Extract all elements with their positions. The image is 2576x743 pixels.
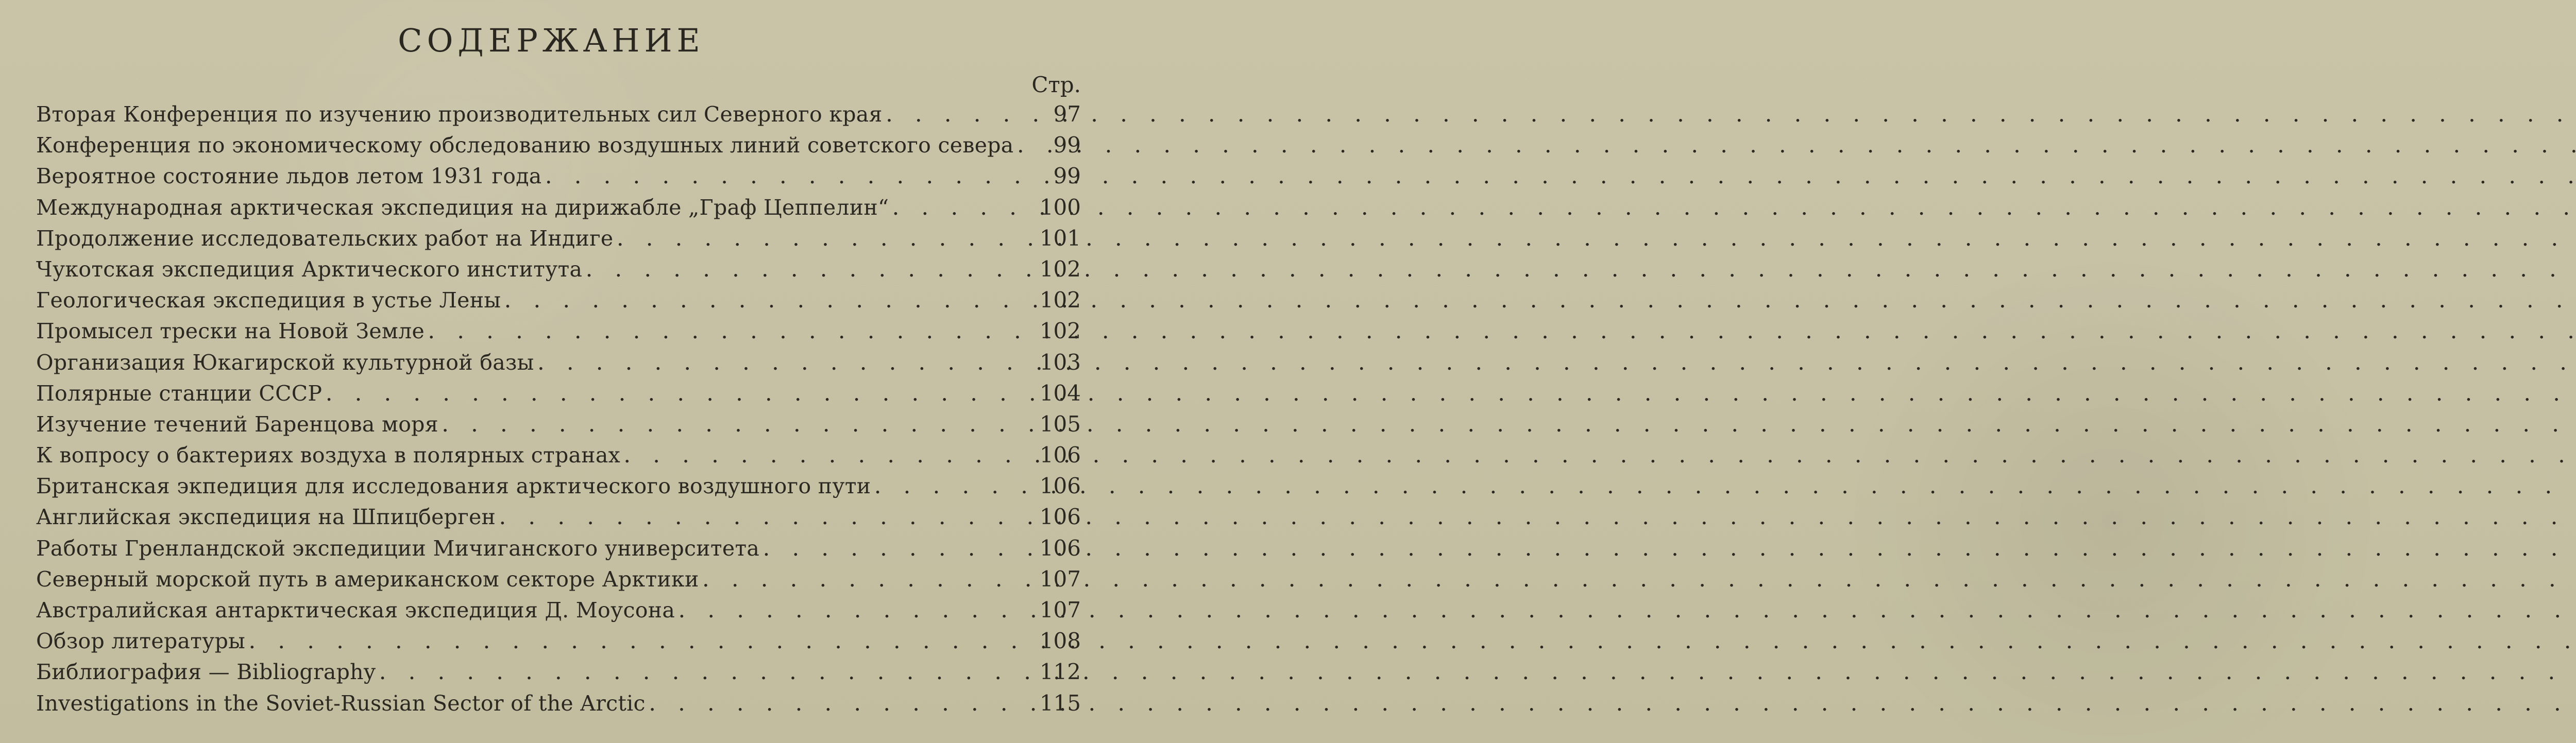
toc-entry-title: К вопросу о бактериях воздуха в полярных странах — [36, 443, 621, 468]
dot-leader — [505, 287, 1037, 318]
dot-leader — [893, 195, 1037, 226]
toc-entry — [36, 564, 1081, 595]
toc-entry-page: 115 — [1039, 690, 1081, 716]
dot-leader — [887, 101, 1037, 132]
toc-entry — [36, 409, 1081, 440]
toc-entry — [36, 192, 1081, 223]
toc-entry-title: Библиография — Bibliography — [36, 660, 376, 685]
toc-entry-title: Чукотская экспедиция Арктического института — [36, 256, 583, 282]
toc-entry — [36, 533, 1081, 564]
toc-entry-page: 99 — [1053, 132, 1081, 158]
toc-entry — [36, 656, 1081, 687]
toc-entry-title: Конференция по экономическому обследованию воздушных линий советского севера — [36, 133, 1014, 158]
dot-leader — [326, 381, 1037, 411]
toc-entry — [36, 254, 1081, 285]
toc-entry-page: 99 — [1053, 163, 1081, 189]
dot-leader — [617, 226, 1037, 256]
toc-entry-page: 112 — [1039, 659, 1081, 685]
dot-leader — [546, 163, 1037, 194]
toc-entry-page: 101 — [1039, 225, 1081, 251]
toc-entry-page: 106 — [1039, 535, 1081, 561]
dot-leader — [650, 690, 1037, 721]
dot-leader — [624, 442, 1037, 473]
toc-entry-title: Вероятное состояние льдов летом 1931 года — [36, 164, 542, 189]
toc-entry-page: 106 — [1039, 504, 1081, 530]
toc-entry — [36, 223, 1081, 254]
toc-entry — [36, 440, 1081, 471]
toc-entry — [36, 99, 1081, 130]
toc-entry-page: 107 — [1039, 597, 1081, 623]
toc-entry — [36, 130, 1081, 161]
page-column-label: Стр. — [1031, 72, 1081, 97]
toc-entry-title: Международная арктическая экспедиция на дирижабле „Граф Цеппелин“ — [36, 195, 889, 220]
toc-entry — [36, 688, 1081, 719]
dot-leader — [1018, 132, 1037, 163]
toc-entry-page: 108 — [1039, 628, 1081, 654]
document-page — [0, 0, 1103, 743]
toc-entry-page: 103 — [1039, 349, 1081, 375]
toc-entry — [36, 471, 1081, 502]
toc-entry-title: Обзор литературы — [36, 629, 246, 654]
toc-entry-title: Английская экспедиция на Шпицберген — [36, 505, 496, 530]
dot-leader — [703, 566, 1037, 597]
dot-leader — [538, 350, 1037, 381]
dot-leader — [249, 628, 1037, 659]
toc-entry — [36, 347, 1081, 378]
toc-entry-title: Промысел трески на Новой Земле — [36, 319, 425, 344]
toc-entry-page: 104 — [1039, 380, 1081, 406]
toc-entry-page: 100 — [1039, 194, 1081, 220]
toc-entry-title: Изучение течений Баренцова моря — [36, 411, 438, 437]
dot-leader — [586, 256, 1037, 287]
dot-leader — [875, 473, 1037, 504]
toc-entry-page: 102 — [1039, 318, 1081, 344]
dot-leader — [380, 659, 1037, 690]
toc-entry-title: Северный морской путь в американском секторе Арктики — [36, 566, 699, 592]
page-title: СОДЕРЖАНИЕ — [398, 22, 705, 59]
toc-entry-title: Организация Юкагирской культурной базы — [36, 350, 534, 375]
dot-leader — [679, 597, 1037, 628]
toc-entry-title: Полярные станции СССР — [36, 381, 323, 406]
toc-entry-page: 105 — [1039, 411, 1081, 437]
toc-entry — [36, 285, 1081, 316]
dot-leader — [764, 535, 1037, 566]
toc-entry — [36, 161, 1081, 192]
toc-entry — [36, 316, 1081, 347]
dot-leader — [443, 411, 1037, 442]
toc-entry-page: 102 — [1039, 287, 1081, 313]
toc-entry — [36, 378, 1081, 409]
toc-entry — [36, 502, 1081, 532]
toc-entry-page: 106 — [1039, 473, 1081, 499]
toc-entry-page: 102 — [1039, 256, 1081, 282]
toc-entry-title: Геологическая экспедиция в устье Лены — [36, 288, 501, 313]
toc-entry-page: 97 — [1053, 101, 1081, 127]
toc-entry-title: Продолжение исследовательских работ на Индиге — [36, 226, 614, 251]
toc-entry-title: Австралийская антарктическая экспедиция Д. Моусона — [36, 598, 675, 623]
toc-entry-title: Работы Гренландской экспедиции Мичиганского университета — [36, 535, 760, 561]
dot-leader — [429, 318, 1037, 349]
toc-entry-page: 106 — [1039, 442, 1081, 468]
toc-entry — [36, 595, 1081, 626]
toc-entry-title: Вторая Конференция по изучению производительных сил Северного края — [36, 102, 883, 127]
table-of-contents — [36, 99, 1081, 719]
toc-entry-title: Investigations in the Soviet-Russian Sector of the Arctic — [36, 690, 646, 716]
toc-entry-page: 107 — [1039, 566, 1081, 592]
toc-entry-title: Британская экпедиция для исследования арктического воздушного пути — [36, 474, 871, 499]
toc-entry — [36, 626, 1081, 656]
dot-leader — [500, 504, 1037, 535]
